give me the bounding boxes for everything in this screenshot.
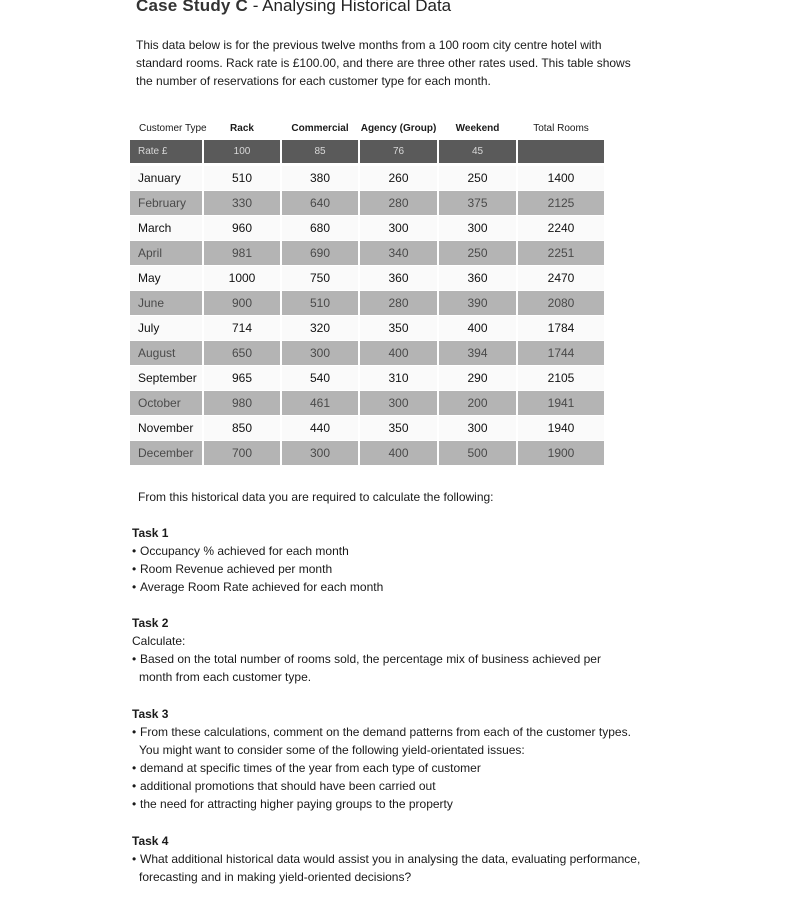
task-heading: Task 2	[132, 616, 169, 630]
weekend-cell: 400	[439, 316, 516, 340]
rack-cell: 965	[204, 366, 280, 390]
total-cell: 2105	[518, 366, 604, 390]
agency-cell: 300	[360, 391, 437, 415]
agency-cell: 400	[360, 341, 437, 365]
agency-cell: 350	[360, 316, 437, 340]
table-row	[130, 291, 604, 316]
header-customer-type: Customer Type	[139, 123, 207, 134]
agency-cell: 300	[360, 216, 437, 240]
weekend-cell: 250	[439, 241, 516, 265]
rack-cell: 850	[204, 416, 280, 440]
weekend-cell: 200	[439, 391, 516, 415]
commercial-cell: 300	[282, 441, 358, 465]
month-cell: July	[130, 316, 202, 340]
weekend-cell: 390	[439, 291, 516, 315]
rack-cell: 981	[204, 241, 280, 265]
task-item: Room Revenue achieved per month	[140, 562, 333, 576]
weekend-cell: 250	[439, 166, 516, 190]
total-cell: 2470	[518, 266, 604, 290]
task-item: Based on the total number of rooms sold, the percentage mix of business achieved per	[140, 652, 601, 666]
commercial-cell: 510	[282, 291, 358, 315]
table-header-row	[130, 120, 604, 140]
total-cell: 2251	[518, 241, 604, 265]
task-2	[132, 614, 601, 686]
rate-total	[518, 140, 604, 163]
table-row	[130, 341, 604, 366]
reservations-table	[130, 120, 604, 466]
rate-row	[130, 140, 604, 166]
header-weekend: Weekend	[455, 123, 500, 134]
weekend-cell: 290	[439, 366, 516, 390]
agency-cell: 280	[360, 291, 437, 315]
commercial-cell: 640	[282, 191, 358, 215]
total-cell: 1941	[518, 391, 604, 415]
table-row	[130, 241, 604, 266]
rack-cell: 510	[204, 166, 280, 190]
month-cell: January	[130, 166, 202, 190]
commercial-cell: 690	[282, 241, 358, 265]
task-item: additional promotions that should have been carried out	[140, 779, 436, 793]
total-cell: 2125	[518, 191, 604, 215]
table-row	[130, 366, 604, 391]
month-cell: August	[130, 341, 202, 365]
case-study-label: Case Study C	[136, 0, 248, 15]
month-cell: February	[130, 191, 202, 215]
commercial-cell: 300	[282, 341, 358, 365]
task-item: demand at specific times of the year from each type of customer	[140, 761, 481, 775]
bullet-icon: •	[132, 779, 137, 793]
month-cell: June	[130, 291, 202, 315]
rate-weekend: 45	[439, 140, 516, 163]
rack-cell: 330	[204, 191, 280, 215]
weekend-cell: 360	[439, 266, 516, 290]
table-row	[130, 316, 604, 341]
task-item: month from each customer type.	[139, 670, 312, 684]
bullet-icon: •	[132, 544, 137, 558]
agency-cell: 400	[360, 441, 437, 465]
month-cell: May	[130, 266, 202, 290]
task-intro: Calculate:	[132, 634, 186, 648]
bullet-icon: •	[132, 580, 137, 594]
bullet-icon: •	[132, 725, 137, 739]
intro-line: standard rooms. Rack rate is £100.00, and there are three other rates used. This table shows	[136, 56, 631, 70]
weekend-cell: 375	[439, 191, 516, 215]
header-total-rooms: Total Rooms	[533, 123, 589, 134]
table-row	[130, 416, 604, 441]
table-row	[130, 216, 604, 241]
total-cell: 1900	[518, 441, 604, 465]
agency-cell: 280	[360, 191, 437, 215]
month-cell: November	[130, 416, 202, 440]
rack-cell: 960	[204, 216, 280, 240]
header-rack: Rack	[230, 123, 254, 134]
total-cell: 1400	[518, 166, 604, 190]
lead-text: From this historical data you are required to calculate the following:	[138, 490, 494, 504]
commercial-cell: 380	[282, 166, 358, 190]
task-1	[132, 524, 383, 596]
agency-cell: 360	[360, 266, 437, 290]
rate-label: Rate £	[130, 140, 202, 163]
table-row	[130, 166, 604, 191]
total-cell: 1784	[518, 316, 604, 340]
task-item: Average Room Rate achieved for each month	[140, 580, 384, 594]
month-cell: September	[130, 366, 202, 390]
rate-commercial: 85	[282, 140, 358, 163]
commercial-cell: 540	[282, 366, 358, 390]
weekend-cell: 394	[439, 341, 516, 365]
header-agency: Agency (Group)	[360, 123, 437, 134]
total-cell: 2240	[518, 216, 604, 240]
month-cell: October	[130, 391, 202, 415]
page-title	[136, 0, 451, 16]
case-study-subtitle: - Analysing Historical Data	[248, 0, 452, 15]
task-heading: Task 1	[132, 526, 169, 540]
commercial-cell: 680	[282, 216, 358, 240]
table-row	[130, 266, 604, 291]
bullet-icon: •	[132, 797, 137, 811]
header-commercial: Commercial	[291, 123, 349, 134]
rack-cell: 714	[204, 316, 280, 340]
bullet-icon: •	[132, 761, 137, 775]
total-cell: 1940	[518, 416, 604, 440]
month-cell: December	[130, 441, 202, 465]
total-cell: 1744	[518, 341, 604, 365]
table-row	[130, 191, 604, 216]
weekend-cell: 300	[439, 216, 516, 240]
weekend-cell: 500	[439, 441, 516, 465]
task-4	[132, 832, 640, 886]
bullet-icon: •	[132, 562, 137, 576]
task-item: What additional historical data would assist you in analysing the data, evaluating performance,	[140, 852, 641, 866]
rack-cell: 900	[204, 291, 280, 315]
bullet-icon: •	[132, 652, 137, 666]
task-heading: Task 4	[132, 834, 169, 848]
commercial-cell: 320	[282, 316, 358, 340]
rack-cell: 980	[204, 391, 280, 415]
agency-cell: 350	[360, 416, 437, 440]
weekend-cell: 300	[439, 416, 516, 440]
task-item: From these calculations, comment on the demand patterns from each of the customer types.	[140, 725, 631, 739]
agency-cell: 340	[360, 241, 437, 265]
task-heading: Task 3	[132, 707, 169, 721]
commercial-cell: 440	[282, 416, 358, 440]
intro-line: the number of reservations for each customer type for each month.	[136, 74, 491, 88]
total-cell: 2080	[518, 291, 604, 315]
month-cell: March	[130, 216, 202, 240]
task-item: forecasting and in making yield-oriented decisions?	[139, 870, 412, 884]
commercial-cell: 750	[282, 266, 358, 290]
intro-line: This data below is for the previous twelve months from a 100 room city centre hotel with	[136, 38, 602, 52]
table-row	[130, 391, 604, 416]
agency-cell: 310	[360, 366, 437, 390]
bullet-icon: •	[132, 852, 137, 866]
instructions-lead	[138, 488, 494, 506]
rack-cell: 700	[204, 441, 280, 465]
intro-paragraph	[136, 36, 636, 90]
task-item: the need for attracting higher paying groups to the property	[140, 797, 453, 811]
table-row	[130, 441, 604, 466]
task-3	[132, 705, 631, 813]
task-item: You might want to consider some of the following yield-orientated issues:	[139, 743, 525, 757]
rate-rack: 100	[204, 140, 280, 163]
month-cell: April	[130, 241, 202, 265]
task-item: Occupancy % achieved for each month	[140, 544, 349, 558]
agency-cell: 260	[360, 166, 437, 190]
rate-agency: 76	[360, 140, 437, 163]
rack-cell: 1000	[204, 266, 280, 290]
rack-cell: 650	[204, 341, 280, 365]
commercial-cell: 461	[282, 391, 358, 415]
